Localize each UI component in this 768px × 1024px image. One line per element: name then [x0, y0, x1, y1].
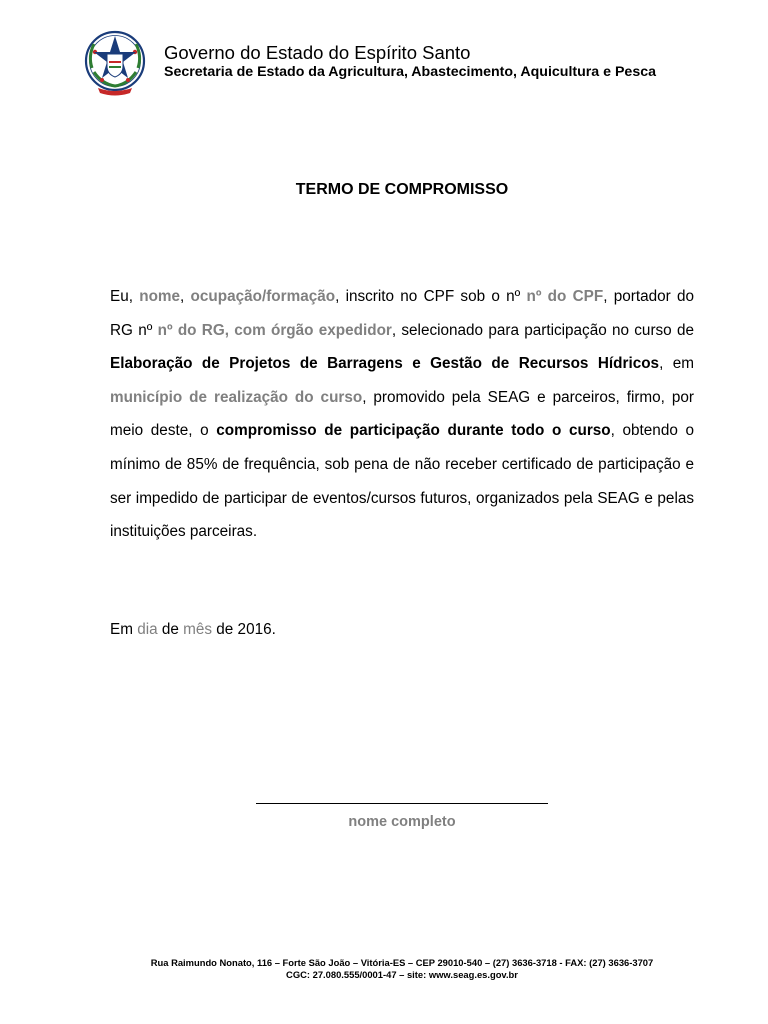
day-field: dia	[137, 621, 158, 638]
name-field: nome	[139, 288, 181, 305]
letterhead	[82, 28, 722, 100]
signature-name-field: nome completo	[348, 814, 456, 830]
text-segment: , obtendo o mínimo de 85% de frequência, sob pena de não receber certificado de participação e ser impedido de participar de eventos/cursos futuros, organizados pela SEAG e pelas instituições parceiras.	[110, 422, 694, 541]
text-segment: Eu,	[110, 288, 133, 305]
city-field: município de realização do curso	[110, 388, 363, 406]
month-field: mês	[183, 621, 213, 638]
rg-field: nº do RG, com órgão expedidor	[157, 321, 392, 339]
document-title: TERMO DE COMPROMISSO	[295, 181, 509, 198]
date-prefix: Em	[110, 621, 133, 638]
commitment-paragraph	[110, 280, 694, 549]
text-segment: , promovido pela SEAG e parceiros, firmo, por meio deste, o	[110, 388, 694, 440]
signature-line	[256, 803, 548, 804]
text-segment: , inscrito no CPF sob o nº	[335, 288, 521, 305]
course-name: Elaboração de Projetos de Barragens e Gestão de Recursos Hídricos	[110, 355, 660, 373]
secretariat-name: Secretaria de Estado da Agricultura, Abastecimento, Aquicultura e Pesca	[164, 64, 656, 80]
date-line	[110, 619, 276, 641]
cpf-field: nº do CPF	[526, 288, 604, 305]
footer-address: Rua Raimundo Nonato, 116 – Forte São João – Vitória-ES – CEP 29010-540 – (27) 3636-3718 - FAX: (27) 3636-3707	[150, 957, 654, 968]
occupation-field: ocupação/formação	[190, 288, 336, 305]
text-segment: , selecionado para participação no curso de	[391, 321, 694, 339]
text-segment: ,	[180, 288, 185, 305]
date-of: de	[161, 621, 179, 638]
footer-registry: CGC: 27.080.555/0001-47 – site: www.seag.es.gov.br	[286, 969, 518, 980]
espirito-santo-coat-of-arms-icon	[82, 28, 148, 98]
government-name: Governo do Estado do Espírito Santo	[164, 42, 471, 63]
footer	[0, 957, 768, 981]
date-suffix: de 2016.	[216, 621, 276, 638]
text-segment: , em	[659, 355, 694, 373]
commitment-phrase: compromisso de participação durante todo o curso	[216, 422, 611, 440]
text-segment: , portador do RG nº	[110, 288, 695, 339]
